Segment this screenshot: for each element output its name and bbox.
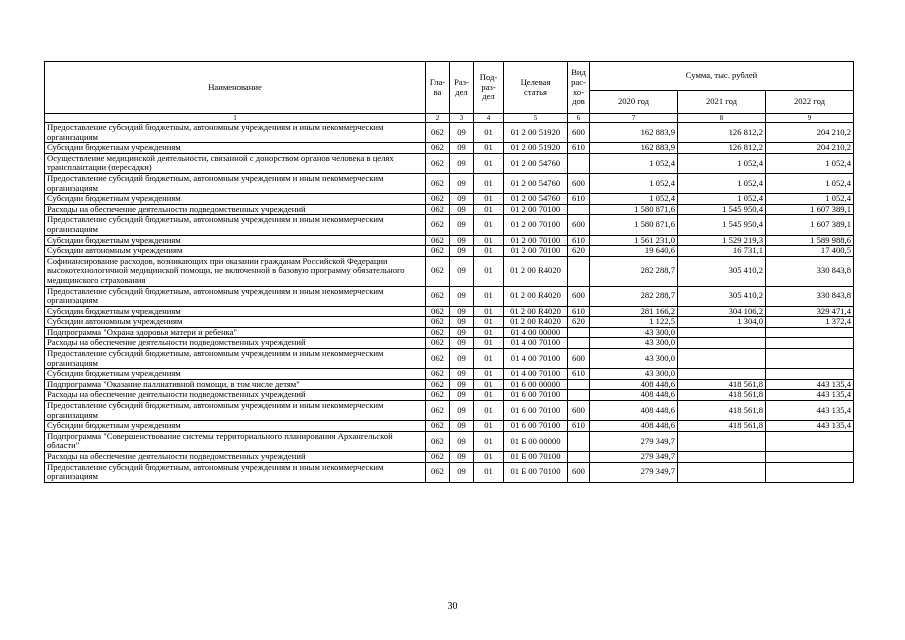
row-name: Предоставление субсидий бюджетным, автономным учреждениям и иным некоммерческим организациям (45, 462, 426, 482)
row-glava: 062 (426, 369, 450, 380)
row-target: 01 4 00 70100 (504, 369, 568, 380)
column-number: 2 (426, 114, 450, 123)
table-row (45, 421, 854, 432)
row-sum-2021: 418 561,8 (678, 401, 766, 421)
row-sum-2020: 282 288,7 (590, 256, 678, 286)
row-sum-2021: 418 561,8 (678, 379, 766, 390)
row-sum-2020: 43 300,0 (590, 338, 678, 349)
row-razdel: 09 (450, 338, 474, 349)
column-number: 9 (766, 114, 854, 123)
row-sum-2021 (678, 369, 766, 380)
budget-table (44, 61, 854, 483)
row-sum-2020: 1 052,4 (590, 153, 678, 173)
table-header (45, 62, 854, 114)
table-row (45, 215, 854, 235)
row-sum-2020: 1 580 871,6 (590, 215, 678, 235)
row-sum-2022: 329 471,4 (766, 306, 854, 317)
row-razdel: 09 (450, 452, 474, 463)
row-vid (568, 452, 590, 463)
row-sum-2022: 1 607 389,1 (766, 204, 854, 215)
column-number: 8 (678, 114, 766, 123)
column-number: 3 (450, 114, 474, 123)
row-target: 01 2 00 R4020 (504, 256, 568, 286)
row-sum-2022: 1 607 389,1 (766, 215, 854, 235)
row-sum-2022: 330 843,8 (766, 286, 854, 306)
row-razdel: 09 (450, 246, 474, 257)
row-sum-2021: 304 106,2 (678, 306, 766, 317)
row-sum-2022 (766, 462, 854, 482)
row-sum-2022: 443 135,4 (766, 421, 854, 432)
row-razdel: 09 (450, 153, 474, 173)
row-sum-2020: 1 580 871,6 (590, 204, 678, 215)
row-sum-2022: 1 052,4 (766, 153, 854, 173)
header-podrazdel: Под- раз- дел (474, 62, 504, 114)
row-vid: 620 (568, 246, 590, 257)
row-target: 01 2 00 70100 (504, 215, 568, 235)
row-name: Предоставление субсидий бюджетным, автономным учреждениям и иным некоммерческим организациям (45, 215, 426, 235)
row-sum-2020: 282 288,7 (590, 286, 678, 306)
row-sum-2020: 43 300,0 (590, 369, 678, 380)
table-row (45, 369, 854, 380)
row-name: Расходы на обеспечение деятельности подведомственных учреждений (45, 390, 426, 401)
row-target: 01 2 00 51920 (504, 143, 568, 154)
row-sum-2022 (766, 431, 854, 451)
row-sum-2020: 408 448,6 (590, 379, 678, 390)
row-sum-2021 (678, 327, 766, 338)
row-target: 01 6 00 70100 (504, 421, 568, 432)
row-podrazdel: 01 (474, 246, 504, 257)
row-sum-2020: 279 349,7 (590, 452, 678, 463)
row-glava: 062 (426, 143, 450, 154)
row-razdel: 09 (450, 462, 474, 482)
row-target: 01 Б 00 00000 (504, 431, 568, 451)
row-podrazdel: 01 (474, 286, 504, 306)
row-vid (568, 204, 590, 215)
row-podrazdel: 01 (474, 401, 504, 421)
row-sum-2020: 1 561 231,0 (590, 235, 678, 246)
row-razdel: 09 (450, 401, 474, 421)
row-glava: 062 (426, 215, 450, 235)
table-row (45, 349, 854, 369)
row-glava: 062 (426, 338, 450, 349)
row-vid (568, 431, 590, 451)
row-podrazdel: 01 (474, 194, 504, 205)
row-sum-2020: 408 448,6 (590, 401, 678, 421)
row-glava: 062 (426, 204, 450, 215)
row-sum-2021: 1 052,4 (678, 173, 766, 193)
row-vid (568, 390, 590, 401)
row-podrazdel: 01 (474, 123, 504, 143)
row-target: 01 2 00 70100 (504, 235, 568, 246)
row-name: Расходы на обеспечение деятельности подведомственных учреждений (45, 204, 426, 215)
row-sum-2020: 19 640,6 (590, 246, 678, 257)
row-name: Расходы на обеспечение деятельности подведомственных учреждений (45, 452, 426, 463)
row-vid: 600 (568, 286, 590, 306)
row-glava: 062 (426, 256, 450, 286)
row-name: Субсидии бюджетным учреждениям (45, 143, 426, 154)
row-target: 01 4 00 70100 (504, 338, 568, 349)
row-sum-2022: 1 052,4 (766, 194, 854, 205)
row-target: 01 6 00 70100 (504, 401, 568, 421)
row-glava: 062 (426, 452, 450, 463)
row-sum-2022: 1 372,4 (766, 317, 854, 328)
row-razdel: 09 (450, 235, 474, 246)
row-sum-2022: 443 135,4 (766, 390, 854, 401)
row-sum-2021: 16 731,1 (678, 246, 766, 257)
row-vid (568, 256, 590, 286)
column-number: 1 (45, 114, 426, 123)
row-glava: 062 (426, 349, 450, 369)
row-glava: 062 (426, 153, 450, 173)
row-sum-2021: 418 561,8 (678, 421, 766, 432)
row-glava: 062 (426, 246, 450, 257)
row-razdel: 09 (450, 173, 474, 193)
table-row (45, 431, 854, 451)
header-2021: 2021 год (678, 91, 766, 114)
row-podrazdel: 01 (474, 349, 504, 369)
row-name: Предоставление субсидий бюджетным, автономным учреждениям и иным некоммерческим организациям (45, 349, 426, 369)
column-number: 6 (568, 114, 590, 123)
row-razdel: 09 (450, 327, 474, 338)
row-sum-2021: 1 304,0 (678, 317, 766, 328)
column-number-row (45, 114, 854, 123)
row-target: 01 2 00 R4020 (504, 286, 568, 306)
row-vid: 610 (568, 143, 590, 154)
row-podrazdel: 01 (474, 317, 504, 328)
row-sum-2021: 305 410,2 (678, 286, 766, 306)
row-glava: 062 (426, 194, 450, 205)
row-sum-2020: 281 166,2 (590, 306, 678, 317)
row-glava: 062 (426, 235, 450, 246)
table-row (45, 379, 854, 390)
row-sum-2022 (766, 327, 854, 338)
row-sum-2022: 443 135,4 (766, 379, 854, 390)
row-razdel: 09 (450, 369, 474, 380)
row-sum-2021 (678, 431, 766, 451)
row-sum-2020: 1 052,4 (590, 194, 678, 205)
row-sum-2022: 1 052,4 (766, 173, 854, 193)
row-target: 01 4 00 00000 (504, 327, 568, 338)
row-name: Осуществление медицинской деятельности, связанной с донорством органов человека в целях трансплантации (пересадки) (45, 153, 426, 173)
row-podrazdel: 01 (474, 390, 504, 401)
row-vid: 610 (568, 306, 590, 317)
row-podrazdel: 01 (474, 153, 504, 173)
row-glava: 062 (426, 327, 450, 338)
table-row (45, 194, 854, 205)
row-target: 01 4 00 70100 (504, 349, 568, 369)
row-razdel: 09 (450, 256, 474, 286)
row-sum-2020: 43 300,0 (590, 327, 678, 338)
header-2020: 2020 год (590, 91, 678, 114)
row-glava: 062 (426, 173, 450, 193)
row-glava: 062 (426, 123, 450, 143)
row-sum-2020: 162 883,9 (590, 123, 678, 143)
column-number: 4 (474, 114, 504, 123)
row-sum-2020: 408 448,6 (590, 421, 678, 432)
row-razdel: 09 (450, 390, 474, 401)
row-sum-2021: 126 812,2 (678, 123, 766, 143)
header-glava: Гла- ва (426, 62, 450, 114)
header-razdel: Раз- дел (450, 62, 474, 114)
row-razdel: 09 (450, 194, 474, 205)
table-row (45, 462, 854, 482)
row-razdel: 09 (450, 349, 474, 369)
row-target: 01 2 00 54760 (504, 173, 568, 193)
row-vid (568, 338, 590, 349)
row-sum-2020: 43 300,0 (590, 349, 678, 369)
row-razdel: 09 (450, 431, 474, 451)
row-sum-2022 (766, 349, 854, 369)
row-glava: 062 (426, 431, 450, 451)
row-razdel: 09 (450, 306, 474, 317)
row-target: 01 2 00 70100 (504, 204, 568, 215)
table-row (45, 153, 854, 173)
row-target: 01 2 00 70100 (504, 246, 568, 257)
row-target: 01 2 00 51920 (504, 123, 568, 143)
row-sum-2020: 279 349,7 (590, 431, 678, 451)
table-row (45, 390, 854, 401)
table-row (45, 123, 854, 143)
row-sum-2020: 1 052,4 (590, 173, 678, 193)
row-sum-2022 (766, 338, 854, 349)
row-razdel: 09 (450, 421, 474, 432)
row-sum-2021: 1 529 219,3 (678, 235, 766, 246)
row-target: 01 Б 00 70100 (504, 452, 568, 463)
row-vid (568, 327, 590, 338)
row-sum-2020: 408 448,6 (590, 390, 678, 401)
table-row (45, 401, 854, 421)
row-glava: 062 (426, 286, 450, 306)
row-vid: 610 (568, 194, 590, 205)
row-name: Субсидии бюджетным учреждениям (45, 369, 426, 380)
header-target: Целевая статья (504, 62, 568, 114)
row-podrazdel: 01 (474, 256, 504, 286)
row-podrazdel: 01 (474, 235, 504, 246)
table-row (45, 452, 854, 463)
row-razdel: 09 (450, 379, 474, 390)
row-vid: 600 (568, 123, 590, 143)
row-vid: 610 (568, 369, 590, 380)
row-podrazdel: 01 (474, 462, 504, 482)
row-sum-2021 (678, 452, 766, 463)
row-target: 01 2 00 54760 (504, 153, 568, 173)
row-sum-2022: 204 210,2 (766, 143, 854, 154)
row-glava: 062 (426, 306, 450, 317)
row-podrazdel: 01 (474, 215, 504, 235)
row-vid: 600 (568, 401, 590, 421)
row-sum-2021: 1 052,4 (678, 153, 766, 173)
row-podrazdel: 01 (474, 173, 504, 193)
row-target: 01 2 00 R4020 (504, 306, 568, 317)
table-row (45, 246, 854, 257)
table-row (45, 173, 854, 193)
row-sum-2021: 1 545 950,4 (678, 215, 766, 235)
table-row (45, 256, 854, 286)
row-sum-2021: 305 410,2 (678, 256, 766, 286)
row-glava: 062 (426, 390, 450, 401)
row-vid: 600 (568, 349, 590, 369)
header-2022: 2022 год (766, 91, 854, 114)
row-vid: 600 (568, 462, 590, 482)
row-vid: 600 (568, 173, 590, 193)
row-sum-2020: 162 883,9 (590, 143, 678, 154)
header-vid: Вид рас- хо- дов (568, 62, 590, 114)
row-glava: 062 (426, 462, 450, 482)
row-sum-2021: 418 561,8 (678, 390, 766, 401)
row-podrazdel: 01 (474, 338, 504, 349)
table-body (45, 114, 854, 483)
row-podrazdel: 01 (474, 421, 504, 432)
row-razdel: 09 (450, 143, 474, 154)
row-name: Подпрограмма "Оказание паллиативной помощи, в том числе детям" (45, 379, 426, 390)
row-podrazdel: 01 (474, 431, 504, 451)
row-name: Субсидии автономным учреждениям (45, 317, 426, 328)
page-number: 30 (447, 601, 458, 612)
row-name: Предоставление субсидий бюджетным, автономным учреждениям и иным некоммерческим организациям (45, 286, 426, 306)
row-glava: 062 (426, 317, 450, 328)
row-name: Субсидии бюджетным учреждениям (45, 306, 426, 317)
row-razdel: 09 (450, 215, 474, 235)
row-vid: 610 (568, 235, 590, 246)
row-razdel: 09 (450, 123, 474, 143)
table-row (45, 143, 854, 154)
row-podrazdel: 01 (474, 369, 504, 380)
row-sum-2022: 1 589 988,6 (766, 235, 854, 246)
row-sum-2021: 1 545 950,4 (678, 204, 766, 215)
table-row (45, 306, 854, 317)
row-sum-2022: 330 843,8 (766, 256, 854, 286)
row-vid: 600 (568, 215, 590, 235)
row-sum-2021 (678, 349, 766, 369)
row-glava: 062 (426, 421, 450, 432)
row-vid: 620 (568, 317, 590, 328)
row-name: Субсидии бюджетным учреждениям (45, 194, 426, 205)
header-name: Наименование (45, 62, 426, 114)
row-vid (568, 153, 590, 173)
row-sum-2021 (678, 462, 766, 482)
row-podrazdel: 01 (474, 452, 504, 463)
row-sum-2020: 1 122,5 (590, 317, 678, 328)
row-sum-2022: 17 400,5 (766, 246, 854, 257)
row-name: Субсидии автономным учреждениям (45, 246, 426, 257)
table-row (45, 235, 854, 246)
row-razdel: 09 (450, 204, 474, 215)
row-sum-2022: 204 210,2 (766, 123, 854, 143)
row-vid: 610 (568, 421, 590, 432)
row-vid (568, 379, 590, 390)
row-podrazdel: 01 (474, 327, 504, 338)
table-row (45, 338, 854, 349)
row-name: Субсидии бюджетным учреждениям (45, 421, 426, 432)
row-sum-2021: 126 812,2 (678, 143, 766, 154)
row-target: 01 2 00 54760 (504, 194, 568, 205)
row-name: Предоставление субсидий бюджетным, автономным учреждениям и иным некоммерческим организациям (45, 401, 426, 421)
row-glava: 062 (426, 401, 450, 421)
table-row (45, 286, 854, 306)
row-sum-2022 (766, 369, 854, 380)
row-name: Подпрограмма "Совершенствование системы территориального планирования Архангельской области" (45, 431, 426, 451)
column-number: 5 (504, 114, 568, 123)
row-podrazdel: 01 (474, 143, 504, 154)
table-row (45, 317, 854, 328)
row-name: Расходы на обеспечение деятельности подведомственных учреждений (45, 338, 426, 349)
row-target: 01 2 00 R4020 (504, 317, 568, 328)
row-podrazdel: 01 (474, 204, 504, 215)
row-target: 01 Б 00 70100 (504, 462, 568, 482)
row-razdel: 09 (450, 286, 474, 306)
row-sum-2021 (678, 338, 766, 349)
row-name: Предоставление субсидий бюджетным, автономным учреждениям и иным некоммерческим организациям (45, 173, 426, 193)
table-row (45, 204, 854, 215)
table-row (45, 327, 854, 338)
row-podrazdel: 01 (474, 306, 504, 317)
row-name: Субсидии бюджетным учреждениям (45, 235, 426, 246)
row-target: 01 6 00 70100 (504, 390, 568, 401)
row-sum-2020: 279 349,7 (590, 462, 678, 482)
row-target: 01 6 00 00000 (504, 379, 568, 390)
row-name: Софинансирование расходов, возникающих при оказании гражданам Российской Федерации высокотехнологичной медицинской помощи, не включенной в базовую программу обязательного медицинского страхования (45, 256, 426, 286)
row-razdel: 09 (450, 317, 474, 328)
row-podrazdel: 01 (474, 379, 504, 390)
header-sum: Сумма, тыс. рублей (590, 62, 854, 91)
row-sum-2021: 1 052,4 (678, 194, 766, 205)
row-name: Предоставление субсидий бюджетным, автономным учреждениям и иным некоммерческим организациям (45, 123, 426, 143)
row-name: Подпрограмма "Охрана здоровья матери и ребенка" (45, 327, 426, 338)
row-glava: 062 (426, 379, 450, 390)
row-sum-2022: 443 135,4 (766, 401, 854, 421)
row-sum-2022 (766, 452, 854, 463)
column-number: 7 (590, 114, 678, 123)
